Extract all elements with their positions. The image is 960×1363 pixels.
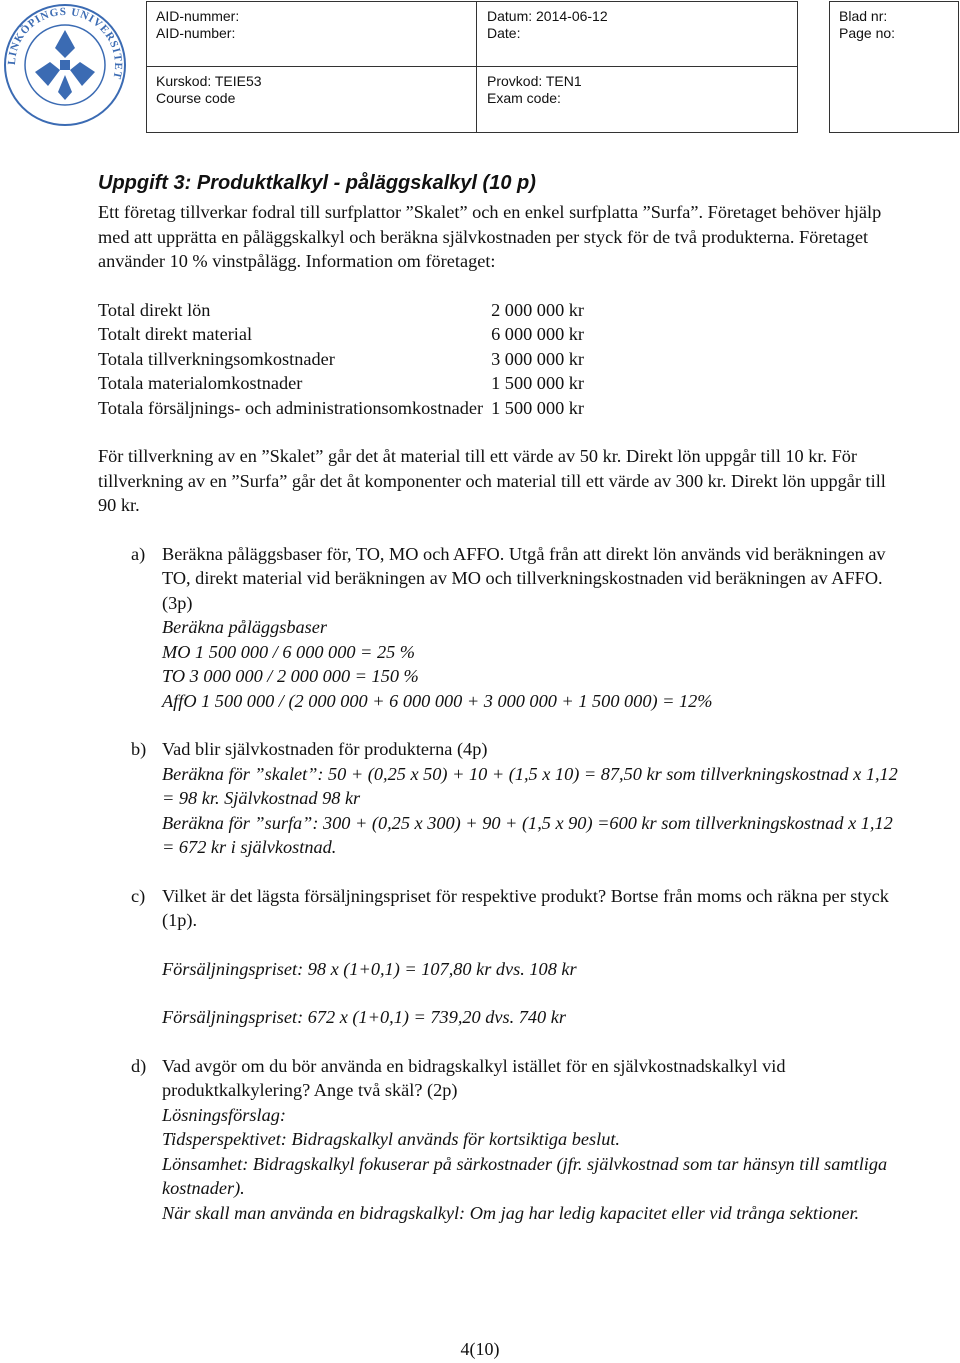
cost-amount: 3 000 000 kr	[491, 348, 585, 369]
cost-table	[98, 298, 584, 421]
answer-line: TO 3 000 000 / 2 000 000 = 150 %	[162, 666, 419, 686]
answer-line: Beräkna för ”skalet”: 50 + (0,25 x 50) + 10 + (1,5 x 10) = 87,50 kr som tillverkningskostnad x 1,12 = 98 kr. Självkostnad 98 kr	[162, 763, 898, 808]
answer-line: Lösningsförslag:	[162, 1104, 286, 1125]
cost-label: Totala försäljnings- och administrationsomkostnader	[98, 397, 484, 418]
answer-line: När skall man använda en bidragskalkyl: Om jag har ledig kapacitet eller vid trånga sektioner.	[162, 1202, 860, 1223]
answer-line: Beräkna för ”surfa”: 300 + (0,25 x 300) + 90 + (1,5 x 90) =600 kr som tillverkningskostnad x 1,12 = 672 kr i självkostnad.	[162, 812, 893, 857]
answer-line: MO 1 500 000 / 6 000 000 = 25 %	[162, 641, 416, 662]
exam-label-sv: Provkod: TEN1	[487, 73, 582, 89]
svg-text:LINKÖPINGS UNIVERSITET: LINKÖPINGS UNIVERSITET	[5, 5, 125, 81]
cost-amount: 1 500 000 kr	[491, 373, 585, 393]
aid-label-en: AID-number:	[156, 25, 236, 41]
answer-line: Tidsperspektivet: Bidragskalkyl används för kortsiktiga beslut.	[162, 1129, 620, 1149]
question-text: Vilket är det lägsta försäljningspriset för respektive produkt? Bortse från moms och räkna per styck (1p).	[162, 885, 889, 930]
question-c	[98, 884, 908, 1030]
answer-line: Försäljningspriset: 672 x (1+0,1) = 739,20 dvs. 740 kr	[162, 1007, 566, 1027]
table-row	[98, 396, 584, 421]
question-text: Vad blir självkostnaden för produkterna (4p)	[162, 739, 488, 759]
page-label-en: Page no:	[839, 25, 896, 41]
production-info: För tillverkning av en ”Skalet” går det åt material till ett värde av 50 kr. Direkt lön uppgår till 10 kr. För tillverkning av en ”Surfa” går det åt komponenter och material till ett värde av 300 kr. Direkt lön uppgår till 90 kr.	[98, 446, 886, 515]
header-texts	[0, 0, 960, 135]
question-label: b)	[131, 739, 147, 759]
answer-line: AffO 1 500 000 / (2 000 000 + 6 000 000 + 3 000 000 + 1 500 000) = 12%	[162, 690, 713, 711]
answer-line: Beräkna påläggsbaser	[162, 617, 328, 637]
date-label-en: Date:	[487, 25, 521, 41]
table-row	[98, 371, 584, 396]
date-label-sv: Datum: 2014-06-12	[487, 8, 608, 24]
question-d	[98, 1054, 908, 1226]
cost-label: Totalt direkt material	[98, 324, 253, 344]
page-label-sv: Blad nr:	[839, 8, 888, 24]
question-label: c)	[131, 885, 146, 906]
answer-line: Lönsamhet: Bidragskalkyl fokuserar på särkostnader (jfr. självkostnad som tar hänsyn till samtliga kostnader).	[162, 1153, 888, 1198]
cost-amount: 2 000 000 kr	[491, 299, 585, 320]
cost-label: Totala tillverkningsomkostnader	[98, 348, 335, 369]
page-number: 4(10)	[460, 1339, 500, 1359]
table-row	[98, 347, 584, 372]
table-row	[98, 298, 584, 323]
page-title: Uppgift 3: Produktkalkyl - påläggskalkyl (10 p)	[98, 172, 536, 194]
cost-amount: 1 500 000 kr	[491, 397, 585, 418]
course-label-en: Course code	[156, 90, 236, 106]
question-label: a)	[131, 543, 146, 564]
cost-amount: 6 000 000 kr	[491, 324, 585, 344]
question-b	[98, 737, 908, 860]
document-body	[98, 170, 908, 1225]
cost-label: Totala materialomkostnader	[98, 373, 303, 393]
question-label: d)	[131, 1055, 147, 1076]
intro-paragraph: Ett företag tillverkar fodral till surfplattor ”Skalet” och en enkel surfplatta ”Surfa”. Företaget behöver hjälp med att upprätta en påläggskalkyl och beräkna självkostnaden per styck för de två produkterna. Företaget använder 10 % vinstpålägg. Information om företaget:	[98, 202, 882, 271]
question-a	[98, 542, 908, 714]
aid-label-sv: AID-nummer:	[156, 8, 240, 24]
question-text: Beräkna påläggsbaser för, TO, MO och AFFO. Utgå från att direkt lön används vid beräkningen av TO, direkt material vid beräkningen av MO och tillverkningskostnaden vid beräkningen av AFFO. (3p)	[162, 543, 886, 613]
answer-line: Försäljningspriset: 98 x (1+0,1) = 107,80 kr dvs. 108 kr	[162, 958, 577, 979]
exam-label-en: Exam code:	[487, 90, 561, 106]
cost-label: Total direkt lön	[98, 299, 211, 320]
table-row	[98, 322, 584, 347]
question-text: Vad avgör om du bör använda en bidragskalkyl istället för en självkostnadskalkyl vid produktkalkylering? Ange två skäl? (2p)	[162, 1055, 786, 1100]
course-label-sv: Kurskod: TEIE53	[156, 73, 262, 89]
